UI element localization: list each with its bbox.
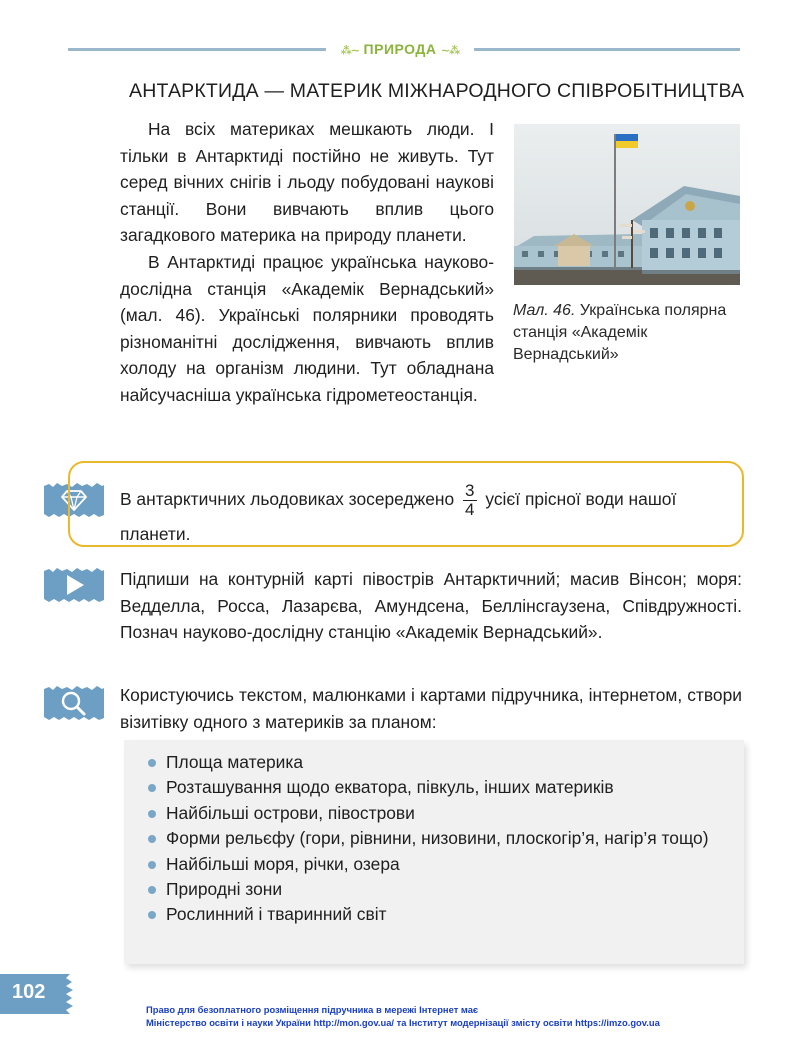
plan-list: [146, 750, 736, 928]
task-marker: [44, 568, 104, 602]
task-text: Підпиши на контурній карті півострів Антарктичний; масив Вінсон; моря: Ведделла, Росса, Лазарєва, Амундсена, Беллінсгаузена, Співдружності. Познач науково-дослідну станцію «Академік Вернадський».: [120, 569, 742, 643]
fraction: [463, 482, 476, 519]
list-item: Найбільші моря, річки, озера: [146, 852, 736, 877]
section-title: ПРИРОДА: [363, 41, 437, 57]
list-item: Розташування щодо екватора, півкуль, інших материків: [146, 775, 736, 800]
magnifier-icon: [44, 686, 104, 720]
list-item: Площа материка: [146, 750, 736, 775]
station-illustration: [514, 124, 740, 285]
paragraph: На всіх материках мешкають люди. І тільки в Антарктиді постійно не живуть. Тут серед вічних снігів і льоду побудовані наукові станції. Вони вивчають вплив цього загадкового материка на природу планети.: [120, 119, 494, 246]
ornament-left-icon: ⁂∼: [340, 45, 360, 57]
fact-text: [120, 482, 742, 549]
figure-ref: Мал. 46.: [513, 302, 576, 319]
footer: [146, 1004, 746, 1029]
fact-after: усієї прісної води нашої планети.: [120, 489, 677, 544]
research-marker: [44, 686, 104, 720]
page-heading: АНТАРКТИДА — МАТЕРИК МІЖНАРОДНОГО СПІВРОБІТНИЦТВА: [129, 80, 745, 102]
list-item: Рослинний і тваринний світ: [146, 902, 736, 927]
footer-line: Право для безоплатного розміщення підручника в мережі Інтернет має: [146, 1004, 479, 1015]
station-photo: [514, 124, 740, 285]
footer-line: Міністерство освіти і науки України http://mon.gov.ua/ та Інститут модернізації змісту освіти https://imzo.gov.ua: [146, 1016, 660, 1028]
figure-caption-text: Українська полярна станція «Академік Вернадський»: [513, 302, 727, 363]
ornament-right-icon: ∼⁂: [440, 45, 460, 57]
page-number-tab: [0, 974, 78, 1014]
main-text: [120, 116, 494, 409]
fraction-denominator: 4: [465, 500, 475, 519]
fact-before: В антарктичних льодовиках зосереджено: [120, 489, 455, 510]
fraction-numerator: 3: [465, 481, 475, 500]
play-icon: [44, 568, 104, 602]
list-item: Форми рельєфу (гори, рівнини, низовини, плоскогір’я, нагір’я тощо): [146, 826, 736, 851]
research-intro: Користуючись текстом, малюнками і картами підручника, інтернетом, створи візитівку одного з материків за планом:: [120, 685, 742, 732]
page-number: 102: [12, 981, 46, 1003]
section-label: [326, 37, 474, 61]
figure-caption: [513, 300, 743, 366]
list-item: Природні зони: [146, 877, 736, 902]
list-item: Найбільші острови, півострови: [146, 801, 736, 826]
paragraph: В Антарктиді працює українська науково-дослідна станція «Академік Вернадський» (мал. 46). Українські полярники проводять різноманітні дослідження, вивчають вплив холоду на організм людини. Тут обладнана найсучасніша українська гідрометеостанція.: [120, 251, 494, 405]
